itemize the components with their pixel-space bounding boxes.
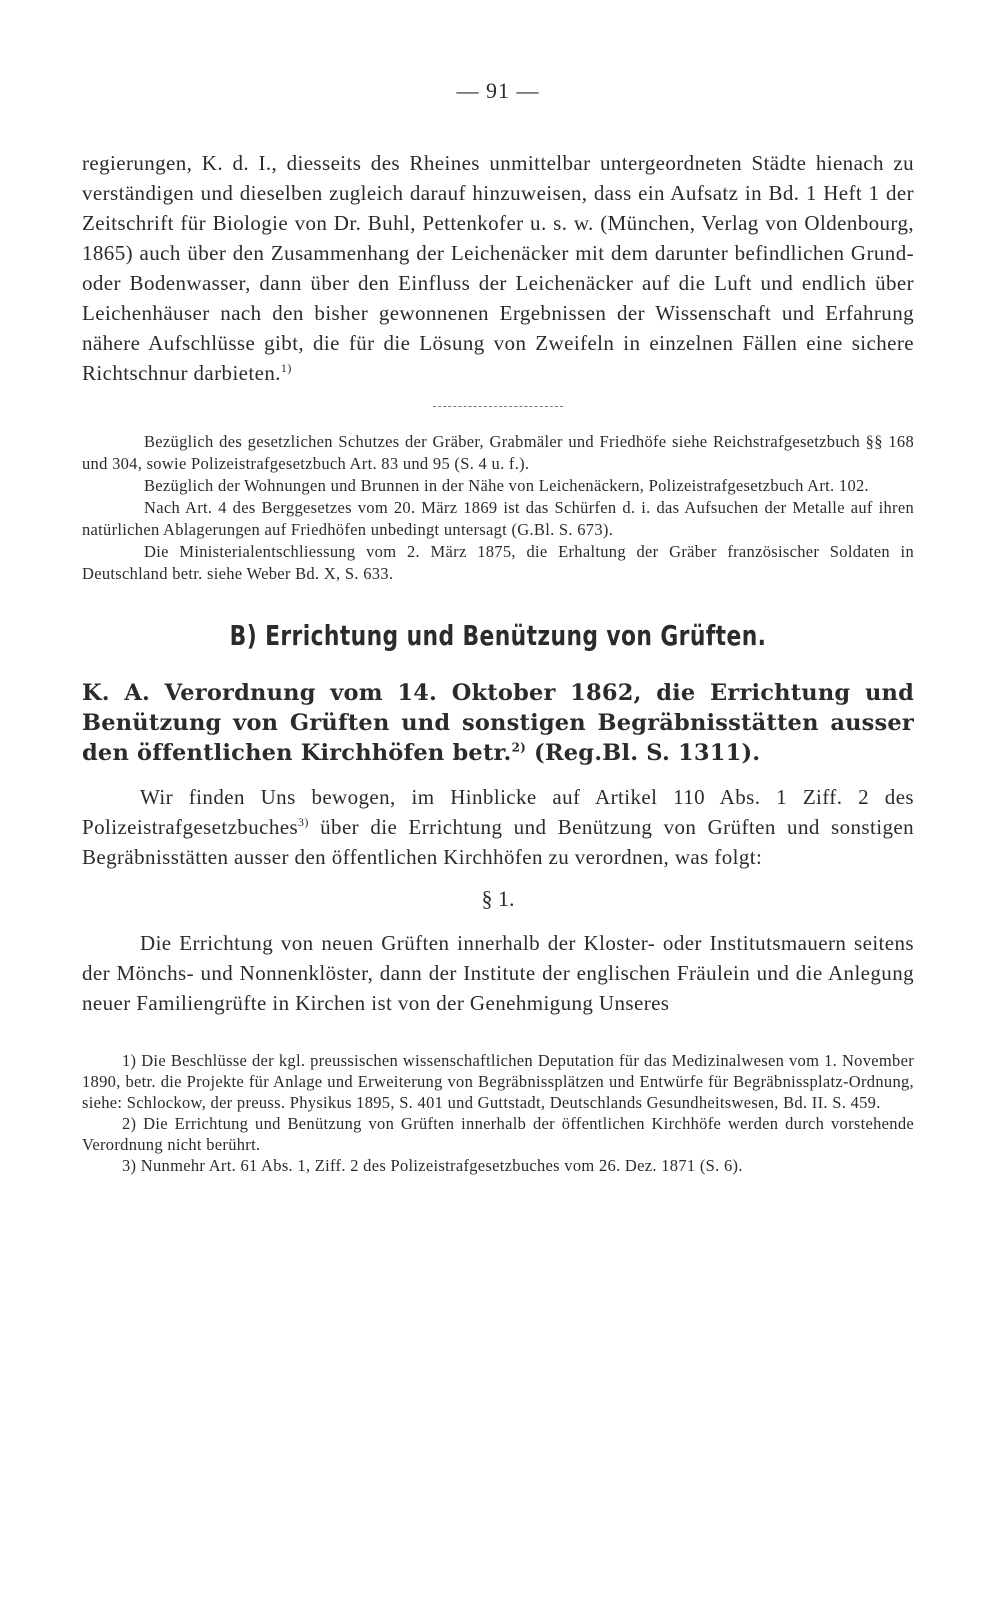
- decree-preamble: [82, 782, 914, 872]
- decree-preamble-text-a: Wir finden Uns bewogen, im Hinblicke auf Artikel 110 Abs. 1 Ziff. 2 des Polizeistrafgesetzbuches: [82, 785, 914, 839]
- footnote-2: 2) Die Errichtung und Benützung von Grüften innerhalb der öffentlichen Kirchhöfe werden durch vorstehende Verordnung nicht berührt.: [82, 1114, 914, 1154]
- note-paragraph: Nach Art. 4 des Berggesetzes vom 20. März 1869 ist das Schürfen d. i. das Aufsuchen der Metalle auf ihren natürlichen Ablagerungen auf Friedhöfen unbedingt untersagt (G.Bl. S. 673).: [82, 498, 914, 539]
- separator-rule: [433, 406, 563, 407]
- footnote-3: 3) Nunmehr Art. 61 Abs. 1, Ziff. 2 des Polizeistrafgesetzbuches vom 26. Dez. 1871 (S. 6).: [122, 1156, 743, 1175]
- decree-title-text: K. A. Verordnung vom 14. Oktober 1862, die Errichtung und Benützung von Grüften und sonstigen Begräbnisstätten ausser den öffentlichen Kirchhöfen betr.: [82, 680, 914, 766]
- footnote-ref-3: 3): [298, 815, 309, 829]
- footnote-ref-1: 1): [280, 361, 292, 375]
- note-paragraph: Die Ministerialentschliessung vom 2. März 1875, die Erhaltung der Gräber französischer Soldaten in Deutschland betr. siehe Weber Bd. X, S. 633.: [82, 542, 914, 583]
- decree-title: [82, 678, 914, 768]
- intro-paragraph: [82, 148, 914, 388]
- paragraph-section-mark: § 1.: [481, 886, 515, 911]
- section-heading: B) Errichtung und Benützung von Grüften.: [229, 619, 767, 652]
- footnote-1: 1) Die Beschlüsse der kgl. preussischen wissenschaftlichen Deputation für das Medizinalwesen vom 1. November 1890, betr. die Projekte für Anlage und Erweiterung von Begräbnissplätzen und Entwürfe für Begräbnissplatz-Ordnung, siehe: Schlockow, der preuss. Physikus 1895, S. 401 und Guttstadt, Deutschlands Gesundheitswesen, Bd. II. S. 459.: [82, 1051, 914, 1112]
- document-page: [82, 78, 914, 1176]
- page-number: — 91 —: [456, 78, 540, 103]
- decree-preamble-text-b: über die Errichtung und Benützung von Grüften und sonstigen Begräbnisstätten ausser den öffentlichen Kirchhöfen zu verordnen, was folgt:: [82, 815, 914, 869]
- intro-paragraph-text: regierungen, K. d. I., diesseits des Rheines unmittelbar untergeordneten Städte hienach zu verständigen und dieselben zugleich darauf hinzuweisen, dass ein Aufsatz in Bd. 1 Heft 1 der Zeitschrift für Biologie von Dr. Buhl, Pettenkofer u. s. w. (München, Verlag von Oldenbourg, 1865) auch über den Zusammenhang der Leichenäcker mit dem darunter befindlichen Grund- oder Bodenwasser, dann über den Einfluss der Leichenäcker auf die Luft und endlich über Leichenhäuser nach den bisher gewonnenen Ergebnissen der Wissenschaft und Erfahrung nähere Aufschlüsse gibt, die für die Lösung von Zweifeln in einzelnen Fällen eine sichere Richtschnur darbieten.: [82, 151, 914, 385]
- decree-reference: (Reg.Bl. S. 1311).: [526, 740, 761, 766]
- footnote-ref-2: 2): [511, 740, 527, 755]
- footnotes-block: [82, 1050, 914, 1176]
- note-paragraph: Bezüglich des gesetzlichen Schutzes der Gräber, Grabmäler und Friedhöfe siehe Reichstrafgesetzbuch §§ 168 und 304, sowie Polizeistrafgesetzbuch Art. 83 und 95 (S. 4 u. f.).: [82, 432, 914, 473]
- section-1-paragraph: Die Errichtung von neuen Grüften innerhalb der Kloster- oder Institutsmauern seitens der Mönchs- und Nonnenklöster, dann der Institute der englischen Fräulein und die Anlegung neuer Familiengrüfte in Kirchen ist von der Genehmigung Unseres: [82, 931, 914, 1015]
- notes-block: [82, 431, 914, 585]
- note-paragraph: Bezüglich der Wohnungen und Brunnen in der Nähe von Leichenäckern, Polizeistrafgesetzbuch Art. 102.: [144, 476, 869, 495]
